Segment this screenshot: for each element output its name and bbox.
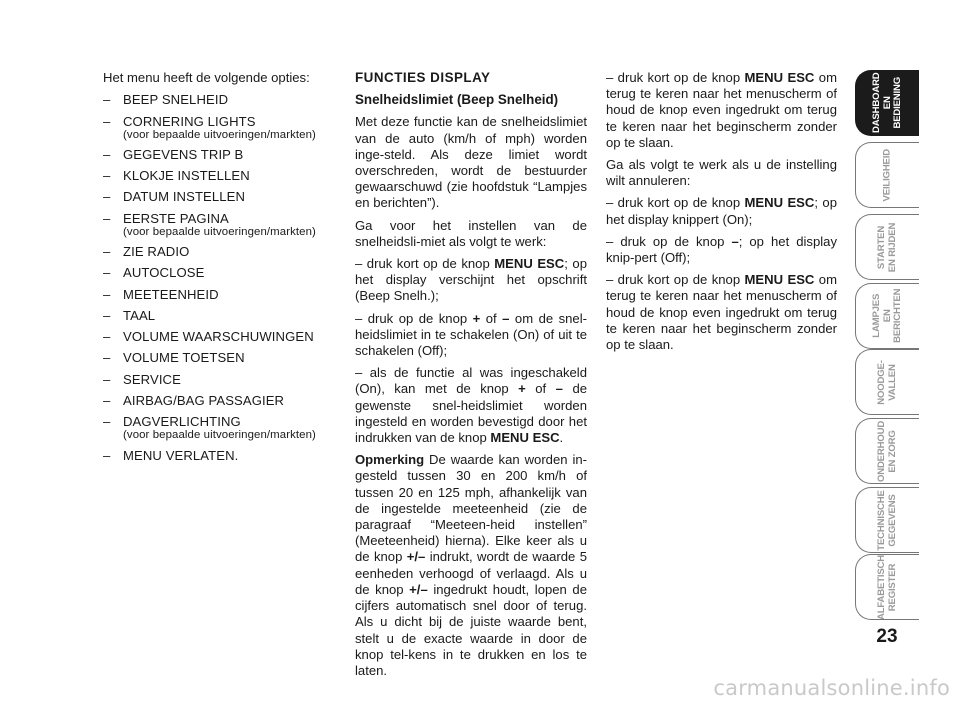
text: of bbox=[525, 381, 556, 397]
menu-option-label: AIRBAG/BAG PASSAGIER bbox=[123, 393, 285, 409]
text: De waarde kan worden in-gesteld tussen 30 en 200 km/h of tussen 20 en 125 mph, afhankelijk van de ingestelde meeteenheid (zie de paragraaf “Meeteen-heid instellen” (Meeteenheid) hierna). Elke keer als u de knop bbox=[355, 452, 587, 565]
list-dash: – bbox=[103, 286, 111, 302]
tab-label: ALFABETISCH REGISTER bbox=[876, 554, 898, 620]
list-dash: – bbox=[103, 393, 111, 409]
tab-alfabetisch-register[interactable] bbox=[855, 554, 919, 620]
text: – druk op de knop bbox=[606, 233, 732, 249]
text: – druk kort op de knop bbox=[606, 195, 745, 211]
tab-onderhoud-en-zorg[interactable] bbox=[855, 418, 919, 484]
list-dash: – bbox=[103, 414, 111, 430]
tab-lampjes-en-berichten[interactable] bbox=[855, 283, 919, 349]
key-label: MENU ESC bbox=[744, 272, 815, 288]
note-label: Opmerking bbox=[355, 452, 425, 468]
text: – druk kort op de knop bbox=[355, 256, 495, 272]
list-item bbox=[103, 448, 335, 464]
tab-label: DASHBOARD EN BEDIENING bbox=[870, 72, 903, 134]
subsection-title: Snelheidslimiet (Beep Snelheid) bbox=[355, 92, 559, 108]
text: – druk op de knop bbox=[355, 310, 473, 326]
menu-option-label: DAGVERLICHTING bbox=[123, 414, 241, 430]
key-label: – bbox=[731, 233, 739, 249]
paragraph bbox=[606, 234, 837, 266]
key-label: MENU ESC bbox=[744, 195, 815, 211]
tab-label: NOODGE- VALLEN bbox=[876, 359, 898, 405]
list-item bbox=[103, 393, 335, 409]
tab-technische-gegevens[interactable] bbox=[855, 487, 919, 553]
key-label: – bbox=[555, 381, 563, 397]
key-label: MENU ESC bbox=[494, 256, 565, 272]
text: ; op het display verschijnt het opschrift (Beep Snelh.); bbox=[355, 256, 587, 304]
menu-option-label: MEETEENHEID bbox=[123, 286, 219, 302]
key-label: MENU ESC bbox=[744, 70, 815, 85]
tab-dashboard-en-bediening[interactable] bbox=[855, 70, 919, 136]
list-dash: – bbox=[103, 371, 111, 387]
list-item bbox=[103, 189, 335, 205]
text: ingedrukt houdt, lopen de cijfers automatisch snel door of terug. Als u dicht bij de juiste waarde bent, stelt u de exacte waarde in door de knop tel-kens in te drukken en los te laten. bbox=[355, 581, 587, 678]
list-item bbox=[103, 308, 335, 324]
key-label: +/– bbox=[406, 549, 426, 565]
list-item bbox=[103, 372, 335, 388]
menu-option-note: (voor bepaalde uitvoeringen/markten) bbox=[123, 429, 316, 442]
list-dash: – bbox=[103, 168, 111, 184]
menu-option-label: VOLUME WAARSCHUWINGEN bbox=[123, 329, 314, 345]
text: – als de functie al was ingeschakeld (On), kan met de knop bbox=[355, 365, 587, 397]
paragraph: Ga als volgt te werk als u de instelling wilt annuleren: bbox=[606, 157, 837, 189]
list-item bbox=[103, 350, 335, 366]
list-item bbox=[103, 265, 335, 281]
menu-option-label: BEEP SNELHEID bbox=[123, 92, 229, 108]
list-item bbox=[103, 114, 335, 142]
list-dash: – bbox=[103, 113, 111, 129]
menu-option-label: EERSTE PAGINA bbox=[123, 210, 229, 226]
menu-option-label: ZIE RADIO bbox=[123, 243, 190, 259]
menu-option-label: TAAL bbox=[123, 307, 156, 323]
menu-option-note: (voor bepaalde uitvoeringen/markten) bbox=[123, 225, 316, 238]
list-item bbox=[103, 244, 335, 260]
list-dash: – bbox=[103, 210, 111, 226]
list-dash: – bbox=[103, 265, 111, 281]
key-label: + bbox=[472, 310, 481, 326]
menu-option-label: SERVICE bbox=[123, 371, 181, 387]
paragraph bbox=[606, 195, 837, 227]
text: indrukt, wordt de waarde 5 eenheden verhoogd of verlaagd. Als u de knop bbox=[355, 549, 587, 597]
cancel-instructions-column bbox=[606, 70, 837, 359]
menu-option-note: (voor bepaalde uitvoeringen/markten) bbox=[123, 128, 316, 141]
text: ; op het display knip-pert (Off); bbox=[606, 233, 837, 266]
menu-option-label: CORNERING LIGHTS bbox=[123, 113, 256, 129]
key-label: +/– bbox=[409, 581, 428, 597]
key-label: + bbox=[518, 381, 526, 397]
list-dash: – bbox=[103, 189, 111, 205]
paragraph bbox=[606, 272, 837, 353]
list-item bbox=[103, 329, 335, 345]
display-functions-column bbox=[355, 70, 587, 685]
list-dash: – bbox=[103, 243, 111, 259]
tab-starten-en-rijden[interactable] bbox=[855, 214, 919, 280]
key-label: – bbox=[502, 310, 510, 326]
section-title: FUNCTIES DISPLAY bbox=[355, 70, 491, 85]
text: . bbox=[559, 430, 564, 446]
list-dash: – bbox=[103, 307, 111, 323]
paragraph bbox=[355, 256, 587, 305]
tab-label: VEILIGHEID bbox=[881, 148, 893, 202]
paragraph: Ga voor het instellen van de snelheidsli-miet als volgt te werk: bbox=[355, 217, 587, 249]
list-item bbox=[103, 168, 335, 184]
menu-option-label: DATUM INSTELLEN bbox=[123, 189, 246, 205]
menu-option-label: VOLUME TOETSEN bbox=[123, 350, 245, 366]
list-dash: – bbox=[103, 146, 111, 162]
text: om terug te keren naar het menuscherm of houd de knop even ingedrukt om terug te keren naar het beginscherm zonder op te slaan. bbox=[606, 272, 837, 353]
menu-option-label: MENU VERLATEN. bbox=[123, 447, 239, 463]
tab-label: STARTEN EN RIJDEN bbox=[876, 222, 898, 272]
menu-intro: Het menu heeft de volgende opties: bbox=[103, 70, 310, 85]
page-number: 23 bbox=[876, 626, 898, 647]
text: – druk kort op de knop bbox=[606, 70, 745, 85]
menu-option-label: KLOKJE INSTELLEN bbox=[123, 168, 250, 184]
list-item bbox=[103, 92, 335, 108]
paragraph: Met deze functie kan de snelheidslimiet van de auto (km/h of mph) worden inge-steld. Als deze limiet wordt overschreden, wordt de bestuurder gewaarschuwd (zie hoofdstuk “Lampjes en berichten”). bbox=[355, 114, 587, 211]
menu-option-label: AUTOCLOSE bbox=[123, 265, 205, 281]
tab-label: TECHNISCHE GEGEVENS bbox=[876, 489, 898, 551]
tab-noodgevallen[interactable] bbox=[855, 349, 919, 415]
text: of bbox=[480, 310, 503, 326]
paragraph bbox=[355, 311, 587, 360]
paragraph bbox=[355, 365, 587, 446]
tab-label: ONDERHOUD EN ZORG bbox=[876, 420, 898, 482]
text: om terug te keren naar het menuscherm of houd de knop even ingedrukt om terug te keren naar het beginscherm zonder op te slaan. bbox=[606, 70, 837, 150]
list-dash: – bbox=[103, 329, 111, 345]
menu-options-column bbox=[103, 70, 335, 469]
tab-veiligheid[interactable] bbox=[855, 142, 919, 208]
list-item bbox=[103, 287, 335, 303]
key-label: MENU ESC bbox=[490, 430, 560, 446]
list-item bbox=[103, 211, 335, 239]
text: de gewenste snel-heidslimiet worden ingesteld en worden bevestigd door het indrukken van de knop bbox=[355, 381, 588, 446]
list-dash: – bbox=[103, 350, 111, 366]
text: ; op het display knippert (On); bbox=[606, 195, 837, 227]
list-dash: – bbox=[103, 447, 111, 463]
text: – druk kort op de knop bbox=[606, 272, 745, 288]
paragraph bbox=[355, 452, 587, 679]
list-item bbox=[103, 147, 335, 163]
menu-options-list bbox=[103, 92, 335, 463]
list-dash: – bbox=[103, 92, 111, 108]
paragraph bbox=[606, 70, 837, 151]
watermark-text: carmanualsonline.info bbox=[713, 676, 950, 700]
tab-label: LAMPJES EN BERICHTEN bbox=[870, 288, 903, 344]
list-item bbox=[103, 414, 335, 442]
text: om de snel-heidslimiet in te schakelen (On) of uit te schakelen (Off); bbox=[355, 310, 587, 359]
menu-option-label: GEGEVENS TRIP B bbox=[123, 146, 244, 162]
